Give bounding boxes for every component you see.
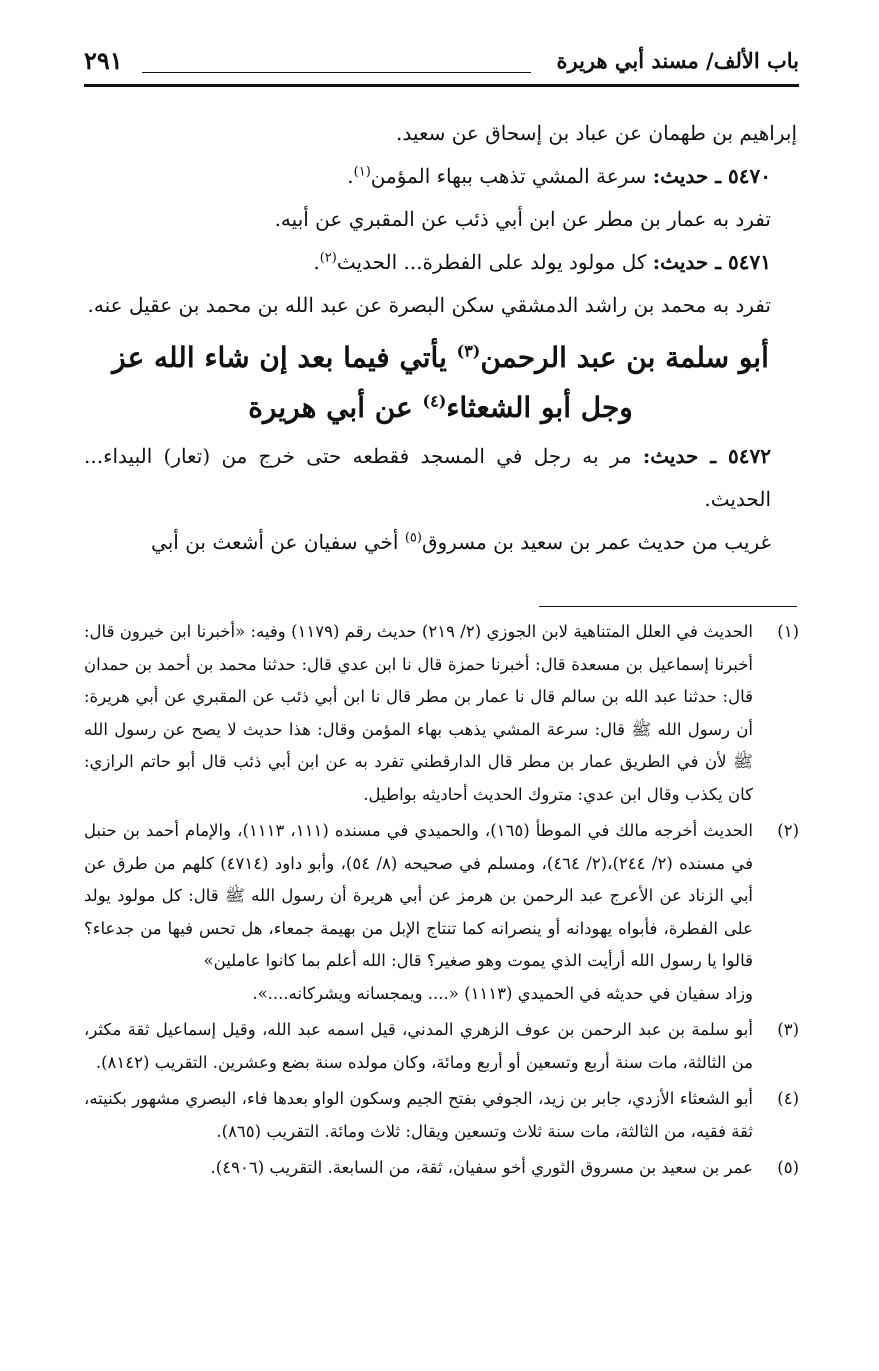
footnote xyxy=(84,1083,799,1148)
footnote-ref[interactable]: (٢) xyxy=(319,250,337,266)
hadith-text: سرعة المشي تذهب ببهاء المؤمن xyxy=(370,164,653,188)
footnote-number: (٣) xyxy=(777,1020,799,1039)
hadith-5471 xyxy=(84,241,797,284)
hadith-text: مر به رجل في المسجد فقطعه حتى خرج من (تعار) البيداء... الحديث. xyxy=(84,444,771,511)
footnote-ref[interactable]: (١) xyxy=(353,164,371,180)
heading-part: يأتي فيما بعد إن شاء الله عز وجل أبو الشعثاء xyxy=(112,341,633,424)
section-heading xyxy=(84,333,797,433)
text-line: تفرد به عمار بن مطر عن ابن أبي ذئب عن المقبري عن أبيه. xyxy=(274,207,771,231)
footnote-text: عمر بن سعيد بن مسروق الثوري أخو سفيان، ثقة، من السابعة. التقريب (٤٩٠٦). xyxy=(210,1158,753,1177)
footnote xyxy=(84,1152,799,1185)
footnote-number: (٥) xyxy=(777,1158,799,1177)
punctuation: . xyxy=(347,164,354,188)
footnote-ref[interactable]: (٥) xyxy=(404,530,422,546)
footnote-number: (٤) xyxy=(777,1089,799,1108)
hadith-text: كل مولود يولد على الفطرة... الحديث xyxy=(336,250,653,274)
footnote-number: (١) xyxy=(777,622,799,641)
footnote xyxy=(84,616,799,811)
text-line xyxy=(84,521,797,564)
hadith-5472 xyxy=(84,435,797,521)
heading-part: عن أبي هريرة xyxy=(248,391,423,424)
running-header-title: باب الألف/ مسند أبي هريرة xyxy=(556,48,799,73)
heading-part: أبو سلمة بن عبد الرحمن xyxy=(480,341,769,374)
footnote-text: الحديث في العلل المتناهية لابن الجوزي (٢/ ٢١٩) حديث رقم (١١٧٩) وفيه: «أخبرنا ابن خيرون قال: أخبرنا إسماعيل بن مسعدة قال: أخبرنا حمزة قال نا ابن عدي قال: حدثنا محمد بن أحمد بن حمدان قال: حدثنا عبد الله بن سالم قال نا عمار بن مطر قال نا ابن أبي ذئب عن المقبري عن أبي هريرة: أن رسول الله ﷺ قال: سرعة المشي يذهب بهاء المؤمن وقال: هذا حديث لا يصح عن رسول الله ﷺ لأن في الطريق عمار بن مطر قال الدارقطني تفرد به عن ابن أبي ذئب قال أبو حاتم الرازي: كان يكذب وقال ابن عدي: متروك الحديث أحاديثه بواطيل. xyxy=(84,622,753,804)
hadith-number: ٥٤٧١ ـ حديث: xyxy=(652,250,771,274)
footnote-separator xyxy=(539,606,797,607)
running-header xyxy=(84,46,799,86)
footnote-text: أبو سلمة بن عبد الرحمن بن عوف الزهري المدني، قيل اسمه عبد الله، وقيل إسماعيل ثقة مكثر، من الثالثة، مات سنة أربع وتسعين أو أربع ومائة، وكان مولده سنة بضع وعشرين. التقريب (٨١٤٢). xyxy=(84,1020,753,1072)
footnote xyxy=(84,815,799,1010)
footnote-text: أبو الشعثاء الأزدي، جابر بن زيد، الجوفي بفتح الجيم وسكون الواو بعدها فاء، البصري مشهور بكنيته، ثقة فقيه، من الثالثة، مات سنة ثلاث وتسعين ويقال: ثلاث ومائة. التقريب (٨٦٥). xyxy=(84,1089,753,1141)
footnote-ref[interactable]: (٣) xyxy=(456,341,481,361)
hadith-5470 xyxy=(84,155,797,198)
hadith-number: ٥٤٧٢ ـ حديث: xyxy=(642,444,771,468)
main-text xyxy=(84,112,797,564)
footnotes xyxy=(84,616,799,1189)
header-rule xyxy=(84,84,799,87)
footnote xyxy=(84,1014,799,1079)
header-line xyxy=(142,72,531,73)
punctuation: . xyxy=(313,250,320,274)
footnote-number: (٢) xyxy=(777,821,799,840)
text-line: إبراهيم بن طهمان عن عباد بن إسحاق عن سعيد. xyxy=(396,121,797,145)
page-number: ٢٩١ xyxy=(84,46,123,75)
hadith-number: ٥٤٧٠ ـ حديث: xyxy=(652,164,771,188)
text-part: غريب من حديث عمر بن سعيد بن مسروق xyxy=(421,530,771,554)
text-part: أخي سفيان عن أشعث بن أبي xyxy=(151,530,405,554)
text-paragraph: تفرد به محمد بن راشد الدمشقي سكن البصرة عن عبد الله بن محمد بن عقيل عنه. xyxy=(87,293,771,317)
footnote-text: وزاد سفيان في حديثه في الحميدي (١١١٣) «.... ويمجسانه ويشركانه....». xyxy=(252,983,753,1003)
footnote-ref[interactable]: (٤) xyxy=(422,391,447,411)
footnote-text: الحديث أخرجه مالك في الموطأ (١٦٥)، والحميدي في مسنده (١١١، ١١١٣)، والإمام أحمد بن حنبل في مسنده (٢/ ٢٤٤)،(٢/ ٤٦٤)، ومسلم في صحيحه (٨/ ٥٤)، وأبو داود (٤٧١٤) كلهم من طرق عن أبي الزناد عن الأعرج عبد الرحمن بن هرمز عن أبي هريرة أن رسول الله ﷺ قال: كل مولود يولد على الفطرة، فأبواه يهودانه أو ينصرانه كما تنتاج الإبل من بهيمة جمعاء، هل تحس فيها من جدعاء؟ قالوا يا رسول الله أرأيت الذي يموت وهو صغير؟ قال: الله أعلم بما كانوا عاملين» xyxy=(84,821,753,970)
